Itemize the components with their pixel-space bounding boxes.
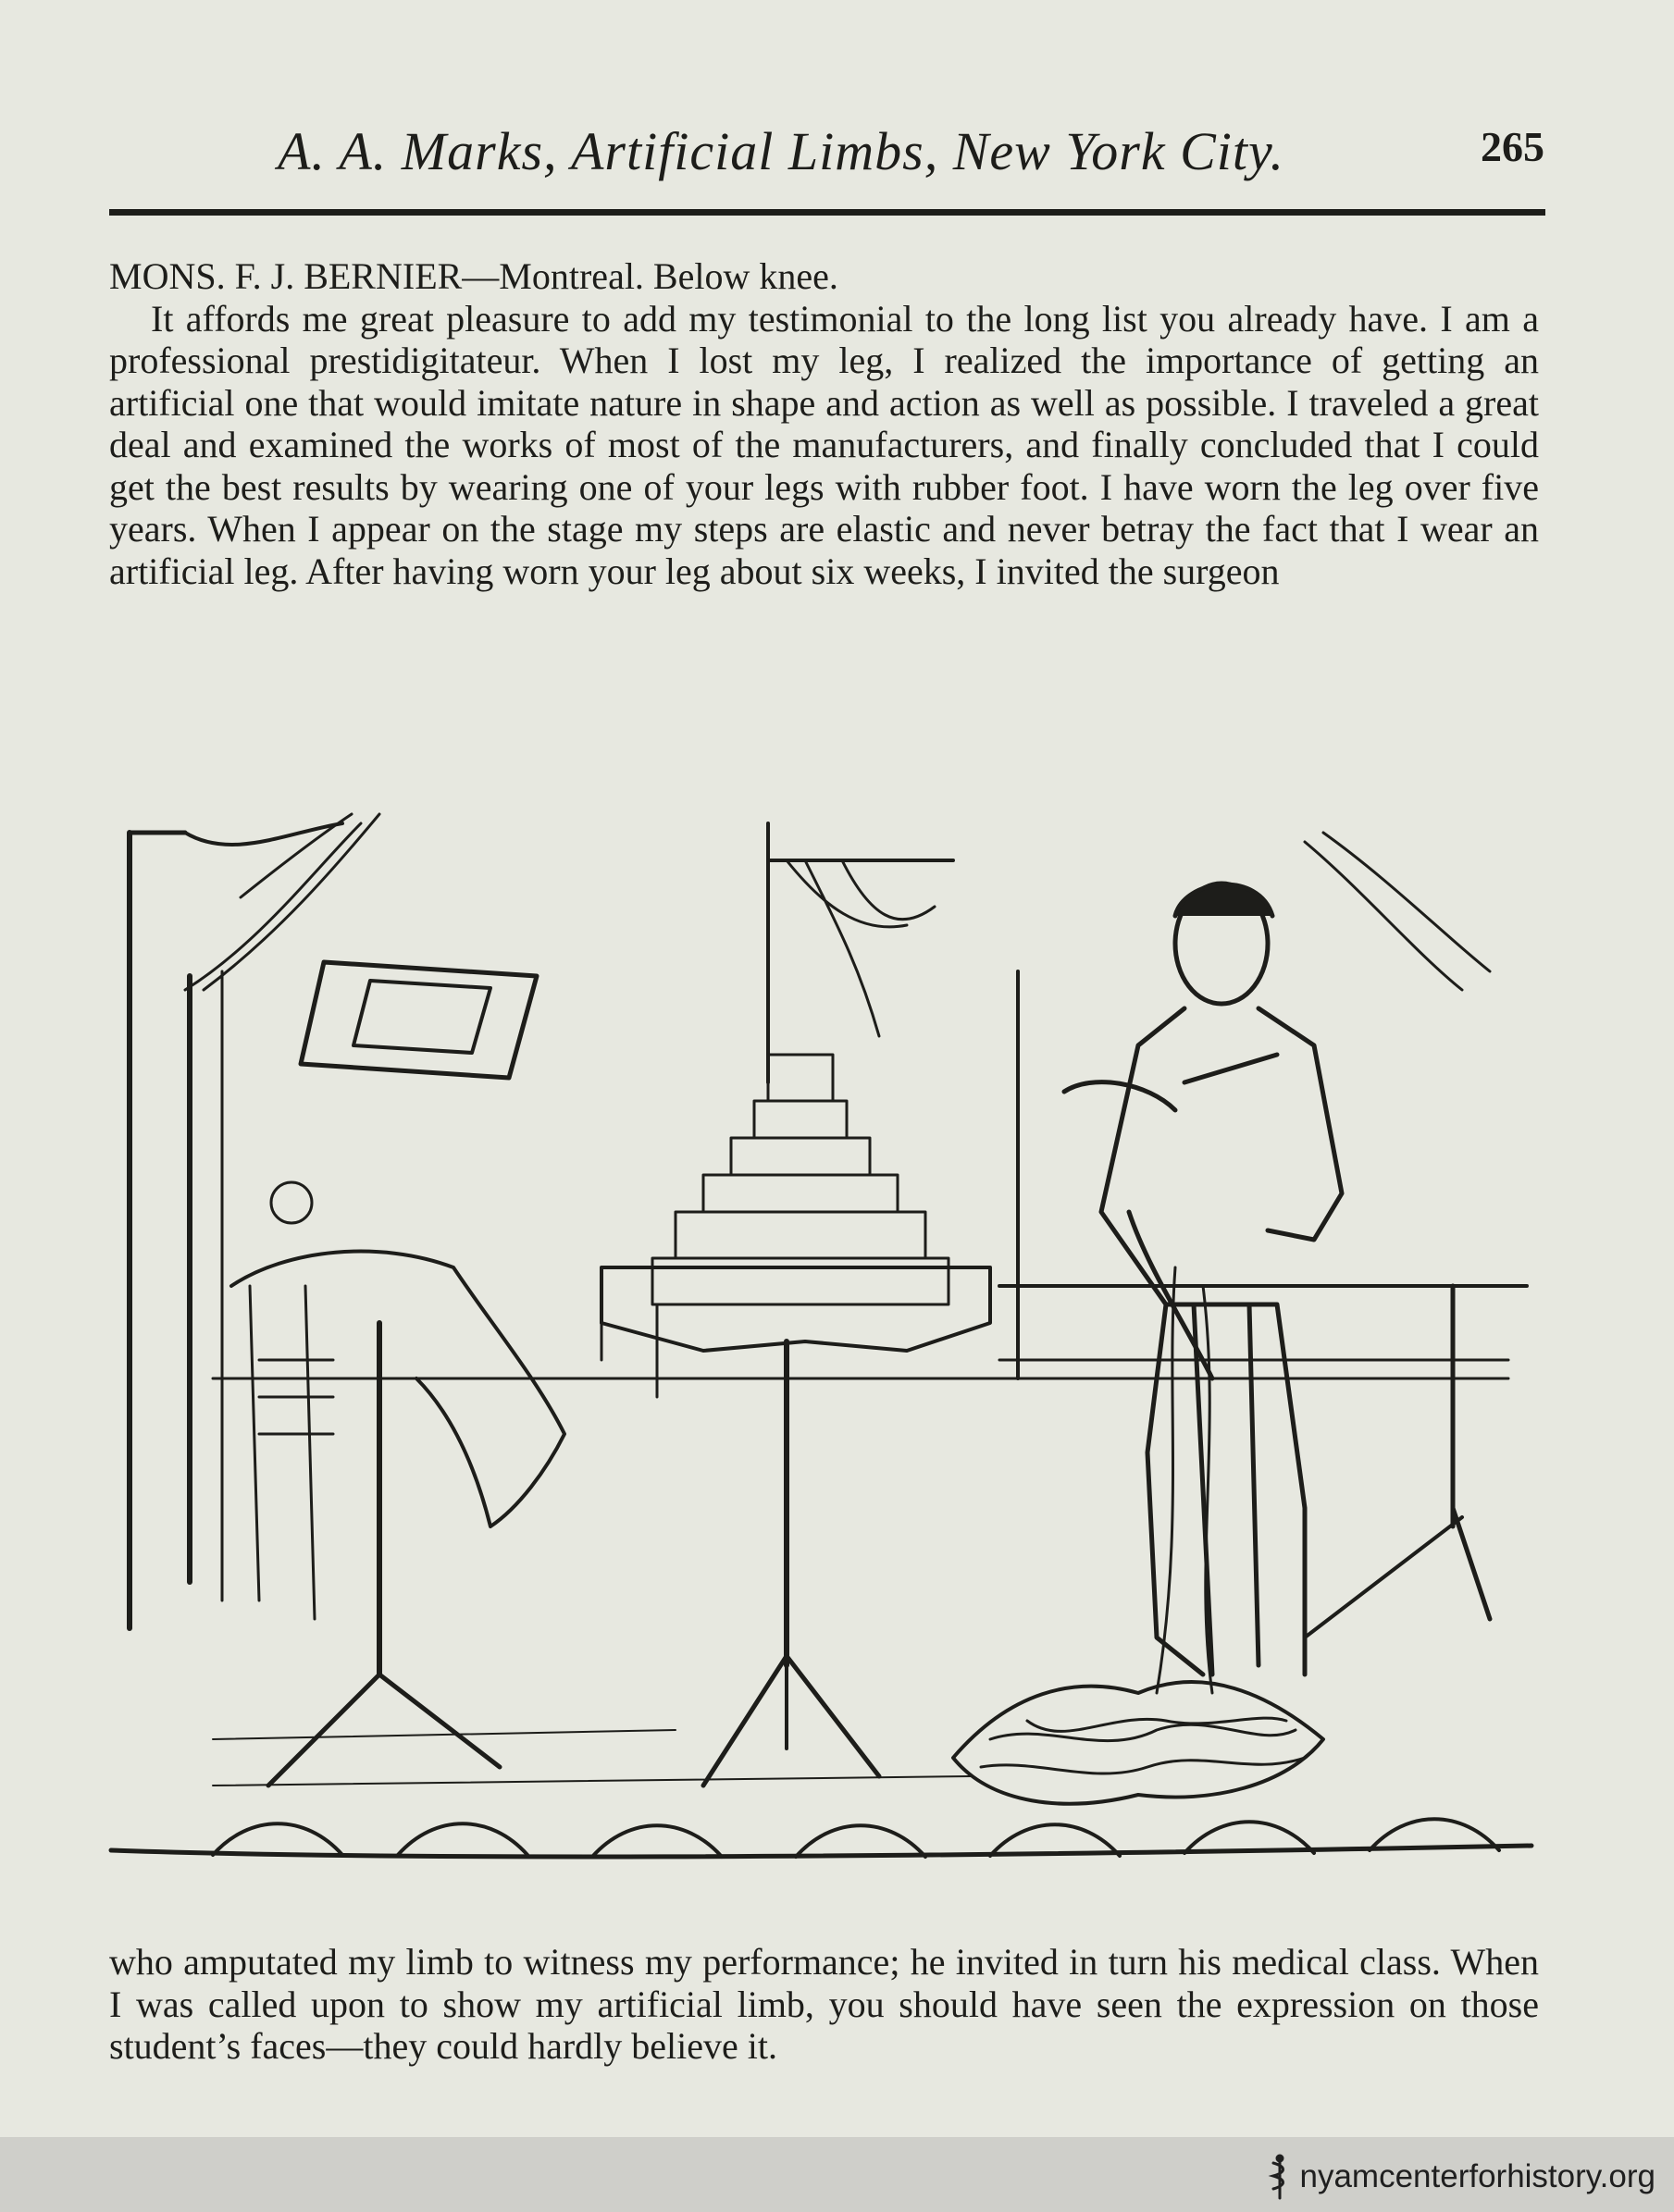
- testimonial-paragraph-bottom: who amputated my limb to witness my performance; he invited in turn his medical class. When I was called upon to show my artificial limb, you should have seen the expression on those student’s faces—they could hardly believe it.: [109, 1941, 1539, 2067]
- testimonial-bottom: [109, 1941, 1539, 2068]
- caduceus-icon: [1266, 2154, 1294, 2200]
- watermark[interactable]: [1266, 2154, 1655, 2200]
- page-header: [111, 120, 1544, 185]
- page-number: 265: [1481, 123, 1544, 170]
- running-title: A. A. Marks, Artificial Limbs, New York City.: [278, 121, 1285, 181]
- testimonial-heading: MONS. F. J. BERNIER—Montreal. Below knee.: [109, 255, 838, 297]
- magician-illustration: [102, 805, 1545, 1887]
- watermark-text: nyamcenterforhistory.org: [1299, 2158, 1655, 2194]
- testimonial-paragraph-top: It affords me great pleasure to add my testimonial to the long list you already have. I am a professional prestidigitateur. When I lost my leg, I realized the importance of getting an artificial one that would imitate nature in shape and action as well as possible. I traveled a great deal and examined the works of most of the manufacturers, and finally concluded that I could get the best results by wearing one of your legs with rubber foot. I have worn the leg over five years. When I appear on the stage my steps are elastic and never betray the fact that I wear an artificial leg. After having worn your leg about six weeks, I invited the surgeon: [109, 297, 1539, 592]
- footer-bar: [0, 2137, 1674, 2212]
- testimonial-top: [109, 255, 1539, 592]
- header-rule: [109, 209, 1545, 216]
